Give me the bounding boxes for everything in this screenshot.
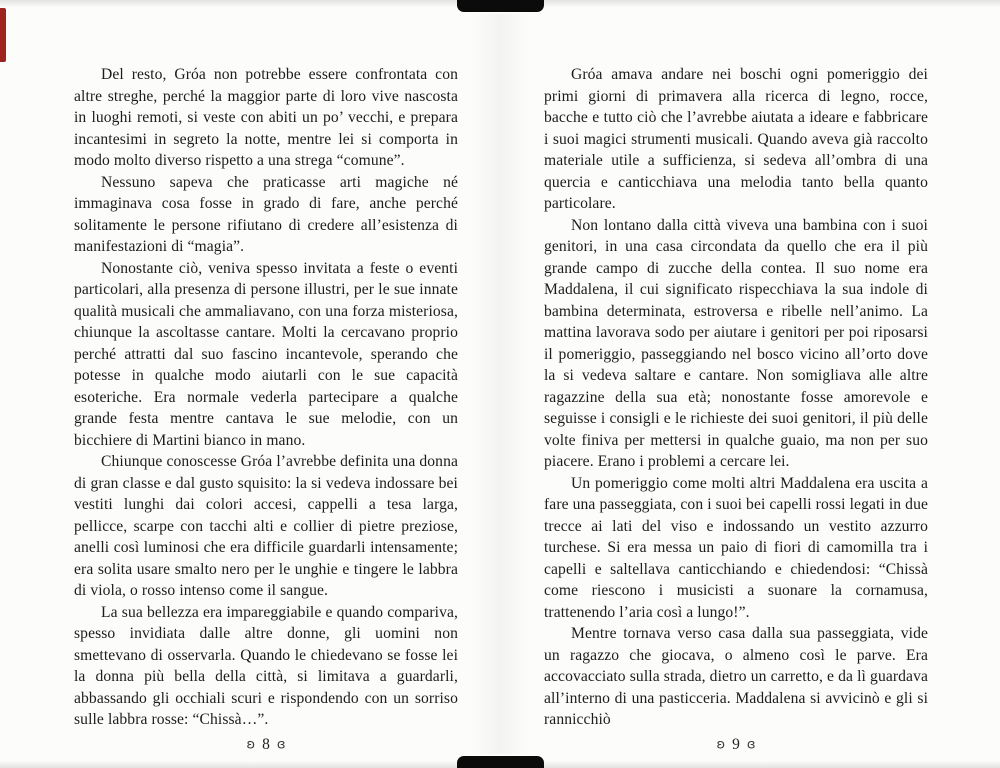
paragraph: Nessuno sapeva che praticasse arti magiche né immaginava cosa fosse in grado di fare, anche perché solitamente le persone rifiutano di credere all’esistenza di manifestazioni di “magia”.: [74, 173, 458, 255]
paragraph: Del resto, Gróa non potrebbe essere confrontata con altre streghe, perché la maggior parte di loro vive nascosta in luoghi remoti, si veste con abiti un po’ vecchi, e prepara incantesimi in segreto la notte, mentre lei si comporta in modo molto diverso rispetto a una strega “comune”.: [74, 66, 458, 169]
footer-ornament-right-icon: ɞ: [746, 737, 756, 753]
paragraph: Non lontano dalla città viveva una bambina con i suoi genitori, in una casa circondata da quello che era il più grande campo di zucche della contea. Il suo nome era Maddalena, il cui significato rispecchiava la sua indole di bambina determinata, estroversa e ribelle nell’animo. La mattina lavorava sodo per aiutare i genitori per poi riposarsi il pomeriggio, passeggiando nel bosco vicino all’orto dove la si vedeva saltare e cantare. Non somigliava alle altre ragazzine della sua età; nonostante fosse amorevole e seguisse i consigli e le richieste dei suoi genitori, il più delle volte finiva per mettersi in qualche guaio, ma non per suo piacere. Erano i problemi a cercare lei.: [544, 216, 928, 470]
paragraph: Chiunque conoscesse Gróa l’avrebbe definita una donna di gran classe e dal gusto squisito: la si vedeva indossare bei vestiti lunghi dai colori accesi, cappelli a tesa larga, pellicce, scarpe con tacchi alti e collier di pietre preziose, anelli così luminosi che era difficile guardarli intensamente; era solita usare smalto nero per le unghie e tingere le labbra di viola, o rosso intenso come il sangue.: [74, 453, 458, 599]
page-right-text: [544, 64, 928, 731]
bookmark-ribbon: [0, 8, 6, 62]
page-left-footer: [74, 736, 458, 754]
footer-ornament-right-icon: ɞ: [276, 737, 286, 753]
paragraph: Un pomeriggio come molti altri Maddalena era uscita a fare una passeggiata, con i suoi bei capelli rossi legati in due trecce ai lati del viso e indossando un vestito azzurro turchese. Si era messa un paio di fiori di camomilla tra i capelli e saltellava canticchiando e chiedendosi: “Chissà come riescono i musicisti a suonare la cornamusa, trattenendo l’aria così a lungo!”.: [544, 474, 928, 621]
page-left-text: [74, 64, 458, 731]
paragraph: Nonostante ciò, veniva spesso invitata a feste o eventi particolari, alla presenza di persone illustri, per le sue innate qualità musicali che ammaliavano, con una forza misteriosa, chiunque la ascoltasse cantare. Molti la cercavano proprio perché attratti dal suo fascino incantevole, sperando che potesse in qualche modo aiutarli con le sue capacità esoteriche. Era normale vederla partecipare a qualche grande festa mentre cantava le sue melodie, con un bicchiere di Martini bianco in mano.: [74, 259, 458, 449]
footer-ornament-left-icon: ʚ: [246, 737, 256, 753]
paragraph: Gróa amava andare nei boschi ogni pomeriggio dei primi giorni di primavera alla ricerca di legno, rocce, bacche e tutto ciò che l’avrebbe aiutata a ideare e fabbricare i suoi magici strumenti musicali. Quando aveva già raccolto materiale utile a sufficienza, si sedeva all’ombra di una quercia e canticchiava una melodia tanto bella quanto particolare.: [544, 66, 928, 212]
scan-artifact-top-tab: [457, 0, 544, 12]
page-gutter-shadow: [470, 14, 530, 754]
page-right-footer: [544, 736, 928, 754]
scan-artifact-bottom-tab: [457, 756, 544, 768]
paragraph: Mentre tornava verso casa dalla sua passeggiata, vide un ragazzo che giocava, o almeno così le parve. Era accovacciato sulla strada, dietro un carretto, e da lì guardava all’interno di una pasticceria. Maddalena si avvicinò e gli si rannicchiò: [544, 625, 928, 728]
paragraph: La sua bellezza era impareggiabile e quando compariva, spesso invidiata dalle altre donne, gli uomini non smettevano di osservarla. Quando le chiedevano se fosse lei la donna più bella della città, si limitava a guardarli, abbassando gli occhiali scuri e rispondendo con un sorriso sulle labbra rosse: “Chissà…”.: [74, 603, 458, 728]
page-number-left: 8: [262, 736, 270, 753]
page-number-right: 9: [732, 736, 740, 753]
footer-ornament-left-icon: ʚ: [716, 737, 726, 753]
